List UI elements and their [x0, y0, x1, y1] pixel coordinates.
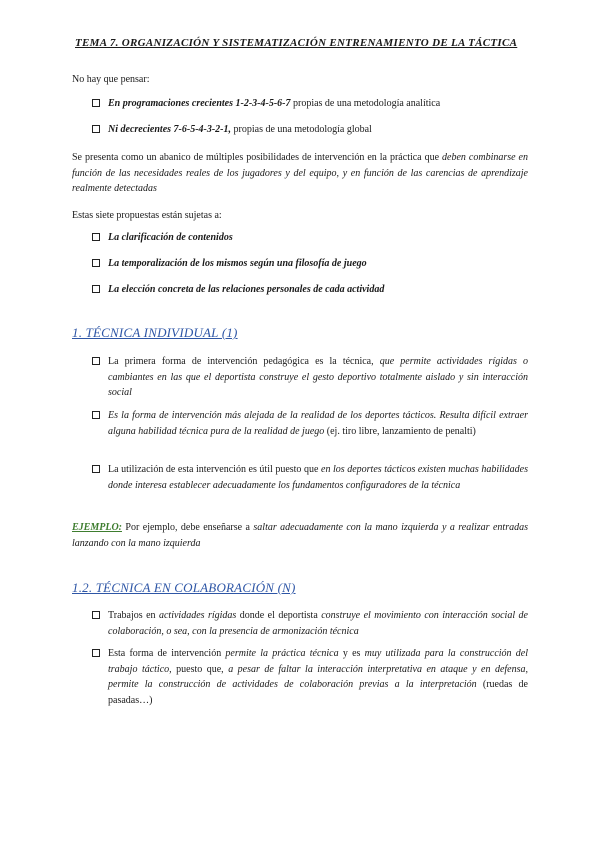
list-item: Es la forma de intervención más alejada de la realidad de los deportes tácticos. Resulta difícil extraer alguna habilidad técnica pura de la realidad de juego (ej. tiro libre, lanzamiento de penalti) — [92, 408, 528, 439]
list-item: La utilización de esta intervención es útil puesto que en los deportes tácticos existen muchas habilidades donde interesa establecer adecuadamente los fundamentos configuradores de la técnica — [92, 462, 528, 493]
section-heading: 1.2. TÉCNICA EN COLABORACIÓN (N) — [72, 580, 296, 595]
example-label: EJEMPLO: — [72, 522, 122, 533]
checkbox-icon — [92, 285, 100, 293]
list-item: La clarificación de contenidos — [92, 230, 528, 246]
checkbox-icon — [92, 259, 100, 267]
section-heading: 1. TÉCNICA INDIVIDUAL (1) — [72, 325, 238, 340]
checkbox-icon — [92, 611, 100, 619]
list-item: La temporalización de los mismos según una filosofía de juego — [92, 256, 528, 272]
checkbox-icon — [92, 649, 100, 657]
list-item: Trabajos en actividades rígidas donde el deportista construye el movimiento con interacción social de colaboración, o sea, con la presencia de armonización técnica — [92, 608, 528, 639]
example-paragraph: EJEMPLO: Por ejemplo, debe enseñarse a saltar adecuadamente con la mano izquierda y a realizar entradas lanzando con la mano izquierda — [72, 522, 528, 549]
page-title: TEMA 7. ORGANIZACIÓN Y SISTEMATIZACIÓN ENTRENAMIENTO DE LA TÁCTICA — [75, 37, 518, 49]
checkbox-icon — [92, 465, 100, 473]
checkbox-icon — [92, 99, 100, 107]
intro-text: No hay que pensar: — [72, 74, 150, 85]
list-item: Ni decrecientes 7-6-5-4-3-2-1, propias de una metodología global — [92, 122, 528, 138]
list-item: La elección concreta de las relaciones personales de cada actividad — [92, 282, 528, 298]
checkbox-icon — [92, 125, 100, 133]
checkbox-icon — [92, 357, 100, 365]
paragraph: Estas siete propuestas están sujetas a: — [72, 210, 222, 221]
checkbox-icon — [92, 233, 100, 241]
checkbox-icon — [92, 411, 100, 419]
list-item: En programaciones crecientes 1-2-3-4-5-6-7 propias de una metodología analítica — [92, 96, 528, 112]
paragraph: Se presenta como un abanico de múltiples posibilidades de intervención en la práctica que deben combinarse en función de las necesidades reales de los jugadores y del equipo, y en función de las carencias de aprendizaje realmente detectadas — [72, 152, 528, 194]
list-item: La primera forma de intervención pedagógica es la técnica, que permite actividades rígidas o cambiantes en las que el deportista construye el gesto deportivo totalmente aislado y sin interacción social — [92, 354, 528, 401]
list-item: Esta forma de intervención permite la práctica técnica y es muy utilizada para la construcción del trabajo táctico, puesto que, a pesar de faltar la interacción interpretativa en ataque y en defensa, permite la construcción de actividades de colaboración previas a la interpretación (ruedas de pasadas…) — [92, 646, 528, 708]
